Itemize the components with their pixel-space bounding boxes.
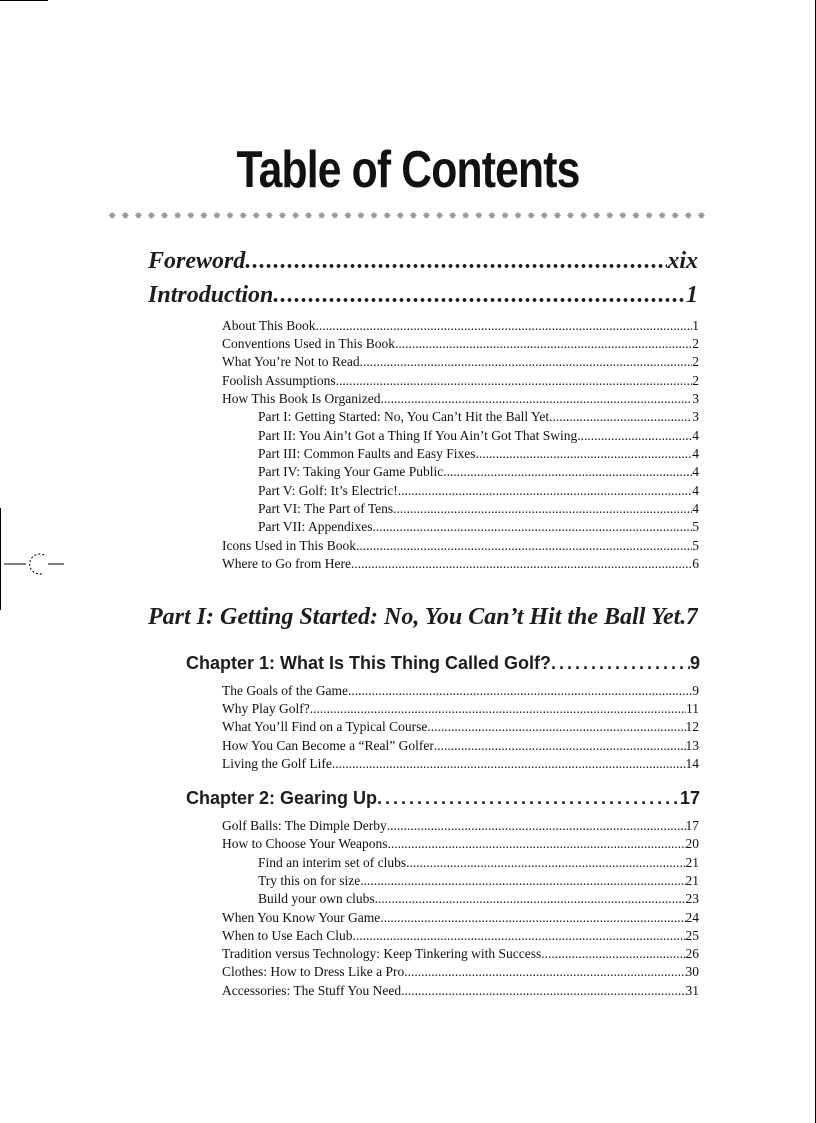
divider-dot-icon: ✸ [396, 211, 405, 222]
toc-page-number: 23 [685, 891, 699, 906]
toc-entry-intro-3[interactable] [222, 354, 699, 372]
toc-entry-title: Part III: Common Faults and Easy Fixes [258, 446, 476, 461]
toc-page-number: 24 [685, 910, 699, 925]
divider-dot-icon: ✸ [225, 211, 235, 222]
toc-entry-title: Clothes: How to Dress Like a Pro [222, 964, 405, 979]
divider-dot-icon: ✸ [500, 211, 510, 222]
left-margin-line [0, 508, 1, 610]
divider-dot-icon: ✸ [317, 211, 326, 222]
divider-dot-icon: ✸ [579, 211, 588, 222]
toc-entry-title: Part IV: Taking Your Game Public [258, 464, 444, 479]
divider-dot-icon: ✸ [278, 211, 287, 222]
toc-entry-intro-10[interactable] [258, 483, 699, 501]
toc-entry-title: Icons Used in This Book [222, 538, 356, 553]
crop-mark-top [0, 0, 48, 1]
toc-leader [434, 738, 686, 754]
toc-entry-ch2-2[interactable] [222, 836, 699, 854]
page-title: Table of Contents [236, 141, 580, 199]
toc-page-number: 17 [679, 788, 700, 808]
toc-entry-title: When to Use Each Club [222, 928, 353, 943]
toc-page-number: 5 [692, 538, 699, 553]
toc-leader [427, 719, 685, 735]
divider-dot-icon: ✸ [238, 211, 248, 222]
toc-entry-title: How to Choose Your Weapons [222, 836, 388, 851]
divider-dot-icon: ✸ [592, 211, 601, 222]
toc-entry-intro-4[interactable] [222, 373, 699, 391]
divider-dot-icon: ✸ [369, 211, 379, 222]
toc-entry-ch2-3[interactable] [258, 855, 699, 873]
divider-dot-icon: ✸ [330, 211, 339, 222]
toc-leader [401, 983, 685, 999]
toc-page-number: 9 [689, 653, 700, 673]
divider-dot-icon: ✸ [291, 211, 300, 222]
toc-entry-ch1-5[interactable] [222, 756, 699, 774]
toc-entry-title: Golf Balls: The Dimple Derby [222, 818, 387, 833]
toc-entry-title: Tradition versus Technology: Keep Tinkering with Success [222, 946, 542, 961]
toc-entry-intro-2[interactable] [222, 336, 699, 354]
toc-leader [375, 891, 686, 907]
divider-dot-icon: ✸ [461, 211, 470, 222]
toc-leader [388, 836, 686, 852]
toc-entry-title: Part VI: The Part of Tens [258, 501, 394, 516]
toc-entry-ch2-9[interactable] [222, 964, 699, 982]
divider-dot-icon: ✸ [697, 211, 706, 222]
toc-leader [351, 556, 692, 572]
divider-dot-icon: ✸ [631, 211, 641, 222]
toc-entry-ch1-3[interactable] [222, 719, 699, 737]
divider-dot-icon: ✸ [409, 211, 418, 222]
toc-entry-intro-12[interactable] [258, 519, 699, 537]
toc-page-number: 11 [686, 701, 699, 716]
toc-page-number: 4 [692, 464, 699, 479]
divider-dot-icon: ✸ [566, 211, 575, 222]
toc-entry-title: Try this on for size [258, 873, 361, 888]
toc-leader [352, 928, 685, 944]
toc-entry-ch2-5[interactable] [258, 891, 699, 909]
toc-leader [356, 538, 692, 554]
divider-dot-icon: ✸ [540, 211, 549, 222]
toc-leader [332, 756, 686, 772]
divider-dot-icon: ✸ [527, 211, 536, 222]
toc-page-number: 3 [692, 391, 699, 406]
divider-dot-icon: ✸ [304, 211, 313, 222]
toc-entry-title: Part I: Getting Started: No, You Can’t Hit the Ball Yet [148, 604, 681, 630]
toc-page-number: 2 [692, 354, 699, 369]
toc-entry-introduction[interactable] [148, 282, 698, 316]
divider-dot-icon: ✸ [147, 211, 156, 222]
toc-entry-ch2-7[interactable] [222, 928, 699, 946]
toc-leader [381, 391, 693, 407]
toc-page-number: xix [667, 248, 698, 274]
toc-leader [336, 373, 693, 389]
divider-dot-icon: ✸ [644, 211, 654, 222]
toc-entry-title: Why Play Golf? [222, 701, 310, 716]
divider-dot-icon: ✸ [265, 211, 274, 222]
toc-entry-title: Accessories: The Stuff You Need [222, 983, 402, 998]
divider-dot-icon: ✸ [435, 211, 444, 222]
toc-page-number: 2 [692, 336, 699, 351]
divider-dot-icon: ✸ [173, 211, 182, 222]
toc-leader [393, 501, 692, 517]
toc-page-number: 3 [692, 409, 699, 424]
toc-leader [377, 788, 680, 809]
toc-entry-title: Conventions Used in This Book [222, 336, 396, 351]
toc-page-number: 12 [685, 719, 699, 734]
divider-dot-icon: ✸ [487, 211, 497, 222]
divider-dot-icon: ✸ [160, 211, 169, 222]
toc-entry-title: Part V: Golf: It’s Electric! [258, 483, 398, 498]
toc-leader [475, 446, 692, 462]
divider-dot-icon: ✸ [618, 211, 628, 222]
toc-entry-chapter-2[interactable] [186, 788, 700, 814]
toc-entry-ch2-8[interactable] [222, 946, 699, 964]
toc-entry-title: Introduction [148, 282, 274, 308]
divider-dot-icon: ✸ [684, 211, 693, 222]
toc-page-number: 30 [685, 964, 699, 979]
toc-page-number: 14 [685, 756, 699, 771]
divider-dot-icon: ✸ [199, 211, 209, 222]
divider-dot-icon: ✸ [448, 211, 457, 222]
toc-entry-ch2-6[interactable] [222, 910, 699, 928]
toc-page-number: 21 [685, 855, 699, 870]
toc-leader [380, 910, 685, 926]
toc-leader [360, 354, 693, 370]
toc-page-number: 9 [692, 683, 699, 698]
toc-page-number: 26 [685, 946, 699, 961]
toc-entry-title: What You’ll Find on a Typical Course [222, 719, 428, 734]
toc-entry-title: Living the Golf Life [222, 756, 332, 771]
toc-leader [577, 428, 692, 444]
toc-entry-intro-11[interactable] [258, 501, 699, 519]
toc-entry-intro-9[interactable] [258, 464, 699, 482]
toc-entry-title: What You’re Not to Read [222, 354, 360, 369]
divider-dot-icon: ✸ [356, 211, 366, 222]
toc-entry-intro-13[interactable] [222, 538, 699, 556]
toc-entry-ch1-4[interactable] [222, 738, 699, 756]
toc-leader [273, 282, 686, 309]
toc-page-number: 20 [685, 836, 699, 851]
toc-leader [404, 964, 685, 980]
toc-leader [395, 336, 692, 352]
toc-entry-ch2-10[interactable] [222, 983, 699, 1001]
toc-page-number: 7 [686, 604, 698, 630]
toc-leader [549, 409, 692, 425]
toc-entry-title: Foreword [148, 248, 246, 274]
toc-page-number: 1 [692, 318, 699, 333]
toc-entry-intro-7[interactable] [258, 428, 699, 446]
decorative-dot-divider [108, 210, 706, 224]
divider-dot-icon: ✸ [474, 211, 484, 222]
toc-page-number: 17 [685, 818, 699, 833]
toc-entry-title: Foolish Assumptions [222, 373, 336, 388]
toc-entry-title: Find an interim set of clubs [258, 855, 407, 870]
divider-dot-icon: ✸ [553, 211, 562, 222]
toc-entry-title: Where to Go from Here [222, 556, 351, 571]
toc-leader [316, 318, 693, 334]
toc-entry-intro-1[interactable] [222, 318, 699, 336]
toc-entry-title: When You Know Your Game [222, 910, 381, 925]
toc-leader [387, 818, 686, 834]
toc-entry-title: Build your own clubs [258, 891, 375, 906]
toc-page-number: 4 [692, 428, 699, 443]
divider-dot-icon: ✸ [671, 211, 680, 222]
toc-entry-title: The Goals of the Game [222, 683, 348, 698]
toc-entry-ch2-4[interactable] [258, 873, 699, 891]
divider-dot-icon: ✸ [121, 211, 130, 222]
divider-dot-icon: ✸ [134, 211, 143, 222]
toc-entry-title: How You Can Become a “Real” Golfer [222, 738, 434, 753]
toc-entry-title: Chapter 1: What Is This Thing Called Golf? [186, 653, 552, 673]
toc-leader [398, 483, 693, 499]
toc-entry-intro-5[interactable] [222, 391, 699, 409]
toc-entry-ch1-1[interactable] [222, 683, 699, 701]
toc-page-number: 4 [692, 483, 699, 498]
divider-dot-icon: ✸ [186, 211, 195, 222]
toc-page-number: 13 [685, 738, 699, 753]
toc-leader [443, 464, 692, 480]
toc-page-number: 4 [692, 501, 699, 516]
divider-dot-icon: ✸ [657, 211, 667, 222]
toc-leader [245, 248, 667, 275]
divider-dot-icon: ✸ [252, 211, 261, 222]
toc-entry-intro-14[interactable] [222, 556, 699, 574]
toc-leader [373, 519, 693, 535]
toc-entry-part-1[interactable] [148, 604, 698, 638]
toc-page-number: 2 [692, 373, 699, 388]
divider-dot-icon: ✸ [212, 211, 222, 222]
divider-dot-icon: ✸ [343, 211, 353, 222]
toc-entry-title: How This Book Is Organized [222, 391, 381, 406]
toc-page-number: 6 [692, 556, 699, 571]
divider-dot-icon: ✸ [605, 211, 614, 222]
toc-entry-chapter-1[interactable] [186, 653, 700, 679]
toc-leader [551, 653, 690, 674]
toc-entry-title: About This Book [222, 318, 316, 333]
toc-entry-title: Chapter 2: Gearing Up [186, 788, 378, 808]
toc-entry-title: Part I: Getting Started: No, You Can’t Hit the Ball Yet [258, 409, 550, 424]
divider-dot-icon: ✸ [382, 211, 392, 222]
toc-page-number: 1 [686, 282, 698, 308]
toc-leader [310, 701, 686, 717]
toc-entry-ch1-2[interactable] [222, 701, 699, 719]
toc-entry-title: Part II: You Ain’t Got a Thing If You Ain’t Got That Swing [258, 428, 578, 443]
toc-page-number: 5 [692, 519, 699, 534]
toc-page-number: 21 [685, 873, 699, 888]
toc-leader [360, 873, 685, 889]
registration-mark-icon [4, 552, 66, 576]
toc-entry-ch2-1[interactable] [222, 818, 699, 836]
toc-leader [406, 855, 685, 871]
toc-page-number: 31 [685, 983, 699, 998]
toc-entry-intro-6[interactable] [258, 409, 699, 427]
divider-dot-icon: ✸ [422, 211, 431, 222]
toc-page-number: 25 [685, 928, 699, 943]
divider-dot-icon: ✸ [108, 211, 117, 222]
toc-entry-foreword[interactable] [148, 248, 698, 282]
toc-leader [541, 946, 685, 962]
toc-entry-title: Part VII: Appendixes [258, 519, 373, 534]
toc-leader [348, 683, 692, 699]
toc-entry-intro-8[interactable] [258, 446, 699, 464]
toc-page-number: 4 [692, 446, 699, 461]
divider-dot-icon: ✸ [513, 211, 523, 222]
